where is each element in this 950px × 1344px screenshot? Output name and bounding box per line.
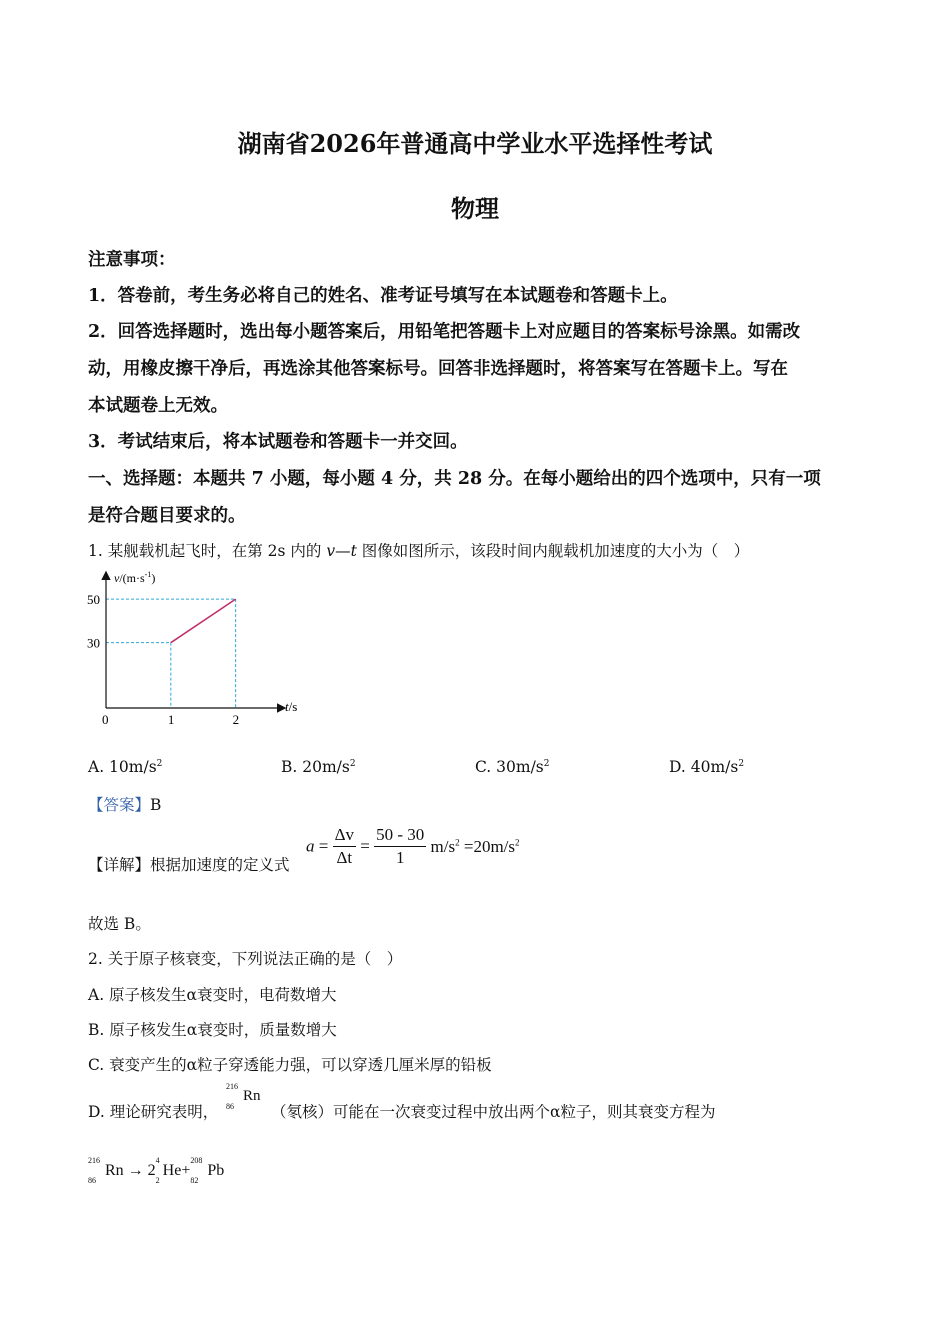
q1-stem-v: v: [326, 542, 336, 560]
notice-item-2-line-2: 动，用橡皮擦干净后，再选涂其他答案标号。回答非选择题时，将答案写在答题卡上。写在: [88, 359, 788, 379]
vt-chart: [80, 565, 320, 735]
section-heading-line-1: 一、选择题：本题共 7 小题，每小题 4 分，共 28 分。在每小题给出的四个选项中，只有一项: [88, 469, 821, 489]
x-tick-label-1: 1: [167, 712, 175, 727]
radon-term: 216 86 Rn: [88, 1156, 124, 1185]
answer-value: B: [150, 796, 162, 814]
q2-option-d-part-a: D. 理论研究表明，: [88, 1103, 219, 1121]
y-tick-label-50: 50: [87, 592, 100, 608]
x-tick-label-2: 2: [232, 712, 240, 727]
q1-stem-t: t: [350, 542, 357, 560]
question-1-stem: [88, 539, 749, 561]
question-2-stem: 2. 关于原子核衰变，下列说法正确的是（ ）: [88, 950, 403, 968]
radon-nuclide: 216 86 Rn: [226, 1082, 261, 1111]
q2-option-a[interactable]: A. 原子核发生α衰变时，电荷数增大: [88, 986, 337, 1004]
q1-stem-part-b: 图像如图所示，该段时间内舰载机加速度的大小为（ ）: [356, 542, 750, 560]
velocity-line: [171, 599, 236, 643]
reaction-arrow: →: [127, 1162, 144, 1179]
q2-option-b[interactable]: B. 原子核发生α衰变时，质量数增大: [88, 1021, 337, 1039]
q1-detail-prefix: 【详解】根据加速度的定义式: [88, 856, 290, 874]
q2-option-c[interactable]: C. 衰变产生的α粒子穿透能力强，可以穿透几厘米厚的铅板: [88, 1056, 492, 1074]
lead-term: 208 82 Pb: [190, 1156, 225, 1185]
notice-item-1: 1．答卷前，考生务必将自己的姓名、准考证号填写在本试题卷和答题卡上。: [88, 286, 678, 306]
q1-conclusion: 故选 B。: [88, 915, 151, 933]
q1-stem-dash: —: [335, 542, 351, 560]
origin-label: 0: [102, 712, 109, 727]
q2-option-d[interactable]: [88, 1100, 218, 1122]
section-heading-line-2: 是符合题目要求的。: [88, 506, 246, 526]
q1-answer: [88, 793, 161, 815]
q1-option-d[interactable]: D. $40m/s^2$: [669, 758, 745, 776]
answer-tag: 【答案】: [88, 796, 151, 814]
q1-option-a[interactable]: A. $10m/s^2$: [88, 758, 163, 776]
helium-term: 4 2 He: [155, 1156, 182, 1185]
exam-title: 湖南省2026年普通高中学业水平选择性考试: [237, 129, 713, 158]
helium-coefficient: 2: [147, 1162, 156, 1179]
acceleration-formula: a = $\frac{\Delta v}{\Delta t}$ = $\frac{50 - 30}{1}$ $m/s^2 =20m/s^2$: [306, 825, 520, 867]
q1-option-b[interactable]: B. $20m/s^2$: [281, 758, 356, 776]
notice-item-3: 3．考试结束后，将本试题卷和答题卡一并交回。: [88, 432, 468, 452]
q1-option-c[interactable]: C. $30m/s^2$: [475, 758, 550, 776]
q2-option-d-part-b: （氡核）可能在一次衰变过程中放出两个α粒子，则其衰变方程为: [271, 1103, 716, 1121]
y-tick-label-30: 30: [87, 635, 100, 651]
decay-equation: [88, 1156, 225, 1185]
subject-title: 物理: [451, 194, 499, 223]
notice-item-2-line-1: 2．回答选择题时，选出每小题答案后，用铅笔把答题卡上对应题目的答案标号涂黑。如需改: [88, 322, 801, 342]
x-axis-label: t/s: [285, 699, 298, 714]
plus-sign: +: [181, 1162, 191, 1179]
q1-stem-part-a: 1. 某舰载机起飞时，在第 2s 内的: [88, 542, 327, 560]
notice-item-2-line-3: 本试题卷上无效。: [88, 396, 228, 416]
notice-heading: 注意事项：: [88, 250, 176, 270]
y-axis-label: $v/(m\cdot s^{-1})$: [114, 570, 156, 585]
